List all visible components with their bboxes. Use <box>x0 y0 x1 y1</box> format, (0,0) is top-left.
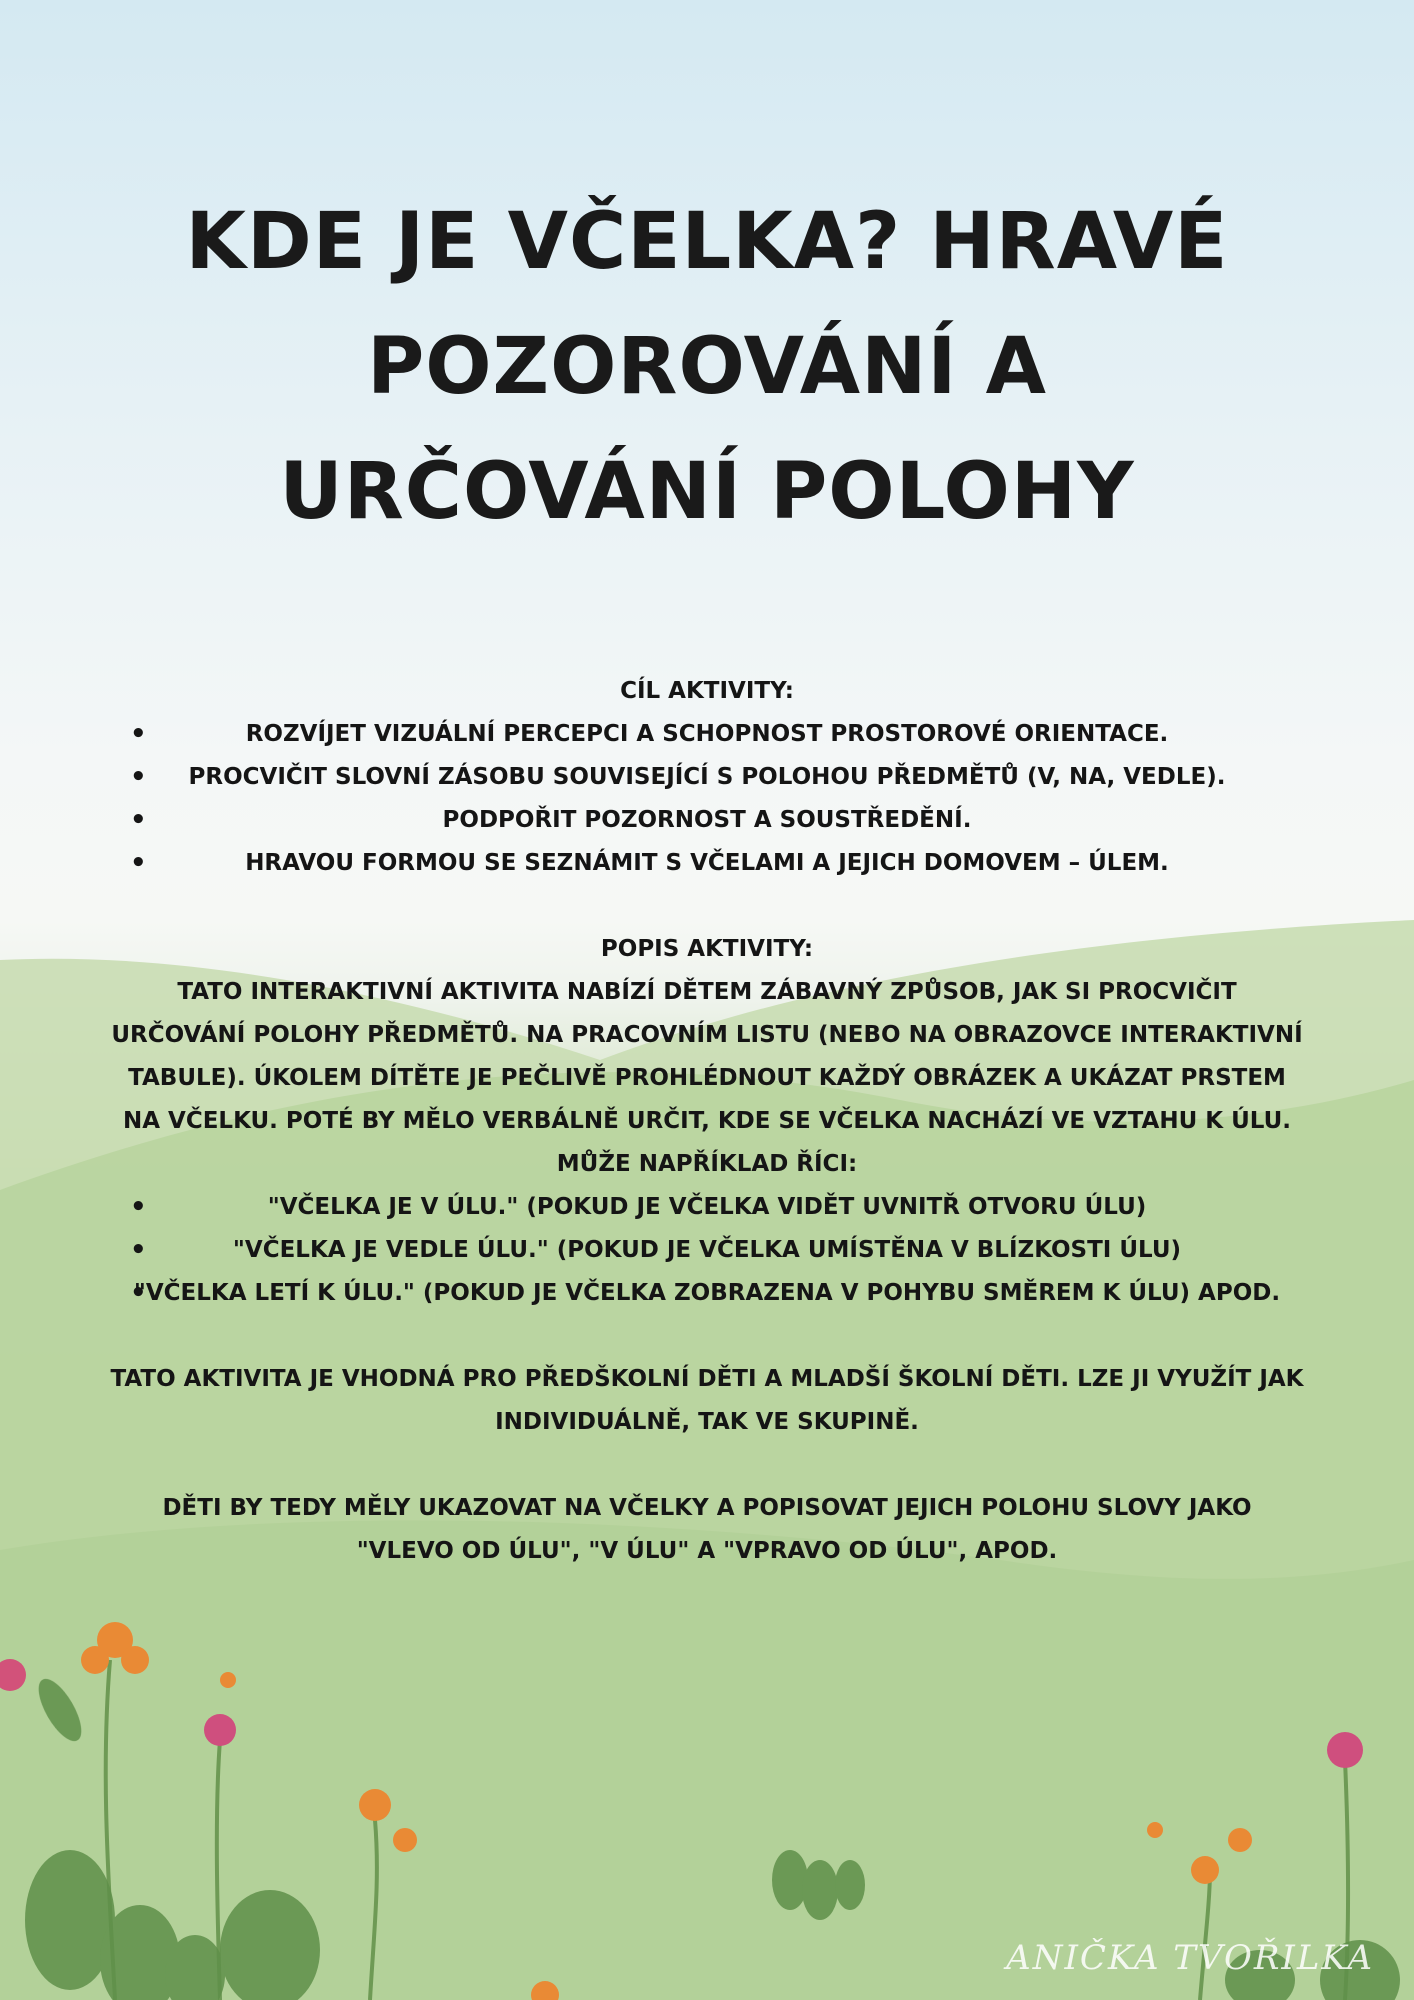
example-list <box>110 1186 1304 1315</box>
list-item: • "VČELKA JE VEDLE ÚLU." (POKUD JE VČELKA UMÍSTĚNA V BLÍZKOSTI ÚLU) <box>110 1229 1304 1272</box>
description-text: TATO INTERAKTIVNÍ AKTIVITA NABÍZÍ DĚTEM ZÁBAVNÝ ZPŮSOB, JAK SI PROCVIČIT URČOVÁNÍ POLOHY PŘEDMĚTŮ. NA PRACOVNÍM LISTU (NEBO NA OBRAZOVCE INTERAKTIVNÍ TABULE). ÚKOLEM DÍTĚTE JE PEČLIVĚ PROHLÉDNOUT KAŽDÝ OBRÁZEK A UKÁZAT PRSTEM NA VČELKU. POTÉ BY MĚLO VERBÁLNĚ URČIT, KDE SE VČELKA NACHÁZÍ VE VZTAHU K ÚLU. MŮŽE NAPŘÍKLAD ŘÍCI: <box>111 979 1303 1177</box>
description-heading: POPIS AKTIVITY: <box>600 936 814 962</box>
author-watermark: ANIČKA TVOŘILKA <box>1006 1938 1374 1978</box>
list-item: • ROZVÍJET VIZUÁLNÍ PERCEPCI A SCHOPNOST PROSTOROVÉ ORIENTACE. <box>110 713 1304 756</box>
list-item: • PODPOŘIT POZORNOST A SOUSTŘEDĚNÍ. <box>110 799 1304 842</box>
list-item: • "VČELKA LETÍ K ÚLU." (POKUD JE VČELKA ZOBRAZENA V POHYBU SMĚREM K ÚLU) APOD. <box>110 1272 1304 1315</box>
goal-heading: CÍL AKTIVITY: <box>620 678 794 704</box>
goal-list <box>110 713 1304 885</box>
list-item: • PROCVIČIT SLOVNÍ ZÁSOBU SOUVISEJÍCÍ S POLOHOU PŘEDMĚTŮ (V, NA, VEDLE). <box>110 756 1304 799</box>
suitability-text: TATO AKTIVITA JE VHODNÁ PRO PŘEDŠKOLNÍ DĚTI A MLADŠÍ ŠKOLNÍ DĚTI. LZE JI VYUŽÍT JAK INDIVIDUÁLNĚ, TAK VE SKUPINĚ. <box>110 1366 1304 1435</box>
content-body <box>110 670 1304 1573</box>
page-title: KDE JE VČELKA? HRAVÉ POZOROVÁNÍ A URČOVÁNÍ POLOHY <box>185 197 1229 537</box>
list-item: • "VČELKA JE V ÚLU." (POKUD JE VČELKA VIDĚT UVNITŘ OTVORU ÚLU) <box>110 1186 1304 1229</box>
list-item: • HRAVOU FORMOU SE SEZNÁMIT S VČELAMI A JEJICH DOMOVEM – ÚLEM. <box>110 842 1304 885</box>
conclusion-text: DĚTI BY TEDY MĚLY UKAZOVAT NA VČELKY A POPISOVAT JEJICH POLOHU SLOVY JAKO "VLEVO OD ÚLU", "V ÚLU" A "VPRAVO OD ÚLU", APOD. <box>162 1495 1252 1564</box>
